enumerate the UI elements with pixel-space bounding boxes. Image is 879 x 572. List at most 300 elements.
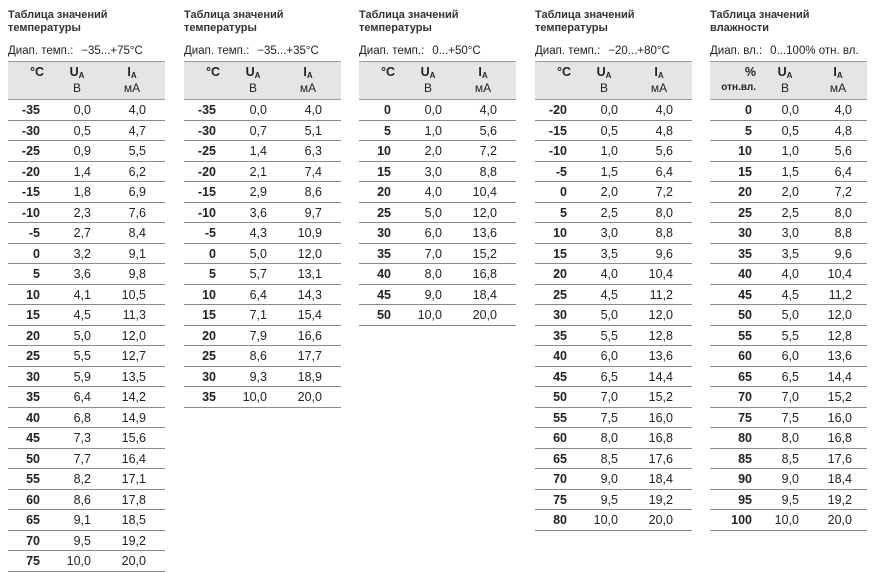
cell-value: -15	[21, 185, 40, 199]
cell-voltage: 9,3	[249, 369, 267, 384]
cell-voltage: 8,6	[73, 492, 91, 507]
cell-current: 8,0	[834, 205, 852, 220]
cell-current: 5,6	[834, 144, 852, 158]
table-row	[535, 490, 692, 511]
cell-current: 10,4	[472, 185, 497, 199]
cell-value: 10	[26, 287, 40, 302]
cell-voltage: 8,6	[249, 349, 267, 363]
voltage-symbol	[597, 65, 612, 79]
cell-current: 15,6	[121, 431, 146, 445]
table-row	[184, 244, 341, 265]
table-row	[8, 510, 165, 531]
table-row	[184, 223, 341, 244]
cell-voltage: 7,3	[73, 431, 91, 445]
cell-voltage: 10,0	[66, 554, 91, 568]
range-line	[184, 44, 341, 58]
unit-label: мА	[299, 81, 317, 95]
table-row	[359, 141, 516, 162]
cell-current: 8,4	[128, 226, 146, 240]
cell-voltage: 6,5	[600, 369, 618, 384]
cell-value: 0	[209, 246, 216, 261]
cell-value: 30	[377, 226, 391, 240]
table-row	[8, 326, 165, 347]
cell-current: 20,0	[121, 554, 146, 568]
cell-voltage: 6,4	[249, 287, 267, 302]
table-row	[710, 141, 867, 162]
cell-value: 0	[745, 103, 752, 117]
cell-value: 40	[377, 267, 391, 281]
cell-current: 6,2	[128, 164, 146, 179]
symbol-subscript: A	[429, 71, 436, 80]
table-row	[184, 182, 341, 203]
cell-value: 5	[560, 205, 567, 220]
cell-voltage: 1,0	[424, 123, 442, 138]
cell-voltage: 7,9	[249, 328, 267, 343]
cell-voltage: 9,0	[424, 287, 442, 302]
cell-voltage: 10,0	[593, 513, 618, 527]
range-line	[8, 44, 165, 58]
cell-voltage: 5,5	[73, 349, 91, 363]
header-col-current	[639, 65, 679, 95]
cell-voltage: 7,1	[249, 308, 267, 322]
header-col-unit	[8, 65, 44, 79]
table-row	[8, 121, 165, 142]
cell-value: 45	[377, 287, 391, 302]
cell-current: 15,2	[648, 390, 673, 404]
cell-voltage: 2,0	[424, 144, 442, 158]
table-row	[535, 244, 692, 265]
cell-current: 16,4	[121, 451, 146, 466]
table-row	[535, 223, 692, 244]
cell-voltage: 3,0	[600, 226, 618, 240]
header-col-voltage	[408, 65, 448, 95]
range-value: −35...+75°C	[81, 45, 143, 57]
cell-current: 8,8	[834, 226, 852, 240]
cell-voltage: 4,5	[73, 308, 91, 322]
unit-label: мА	[474, 81, 492, 95]
value-table	[710, 9, 867, 531]
value-table	[535, 9, 692, 531]
table-row	[710, 428, 867, 449]
cell-current: 4,0	[479, 103, 497, 117]
cell-current: 17,7	[297, 349, 322, 363]
cell-voltage: 4,5	[600, 287, 618, 302]
cell-voltage: 0,0	[249, 103, 267, 117]
cell-value: 30	[553, 308, 567, 322]
cell-value: 25	[377, 205, 391, 220]
table-row	[8, 367, 165, 388]
cell-voltage: 3,0	[781, 226, 799, 240]
cell-voltage: 2,7	[73, 226, 91, 240]
cell-current: 20,0	[472, 308, 497, 322]
header-col-current	[112, 65, 152, 95]
table-header	[184, 61, 341, 100]
cell-voltage: 0,9	[73, 144, 91, 158]
cell-value: 15	[738, 164, 752, 179]
table-row	[535, 326, 692, 347]
cell-current: 19,2	[648, 492, 673, 507]
value-table	[359, 9, 516, 326]
table-row	[8, 285, 165, 306]
table-row	[8, 100, 165, 121]
table-row	[184, 285, 341, 306]
cell-voltage: 5,9	[73, 369, 91, 384]
table-row	[535, 428, 692, 449]
cell-current: 13,6	[827, 349, 852, 363]
table-row	[8, 162, 165, 183]
current-symbol	[654, 65, 663, 79]
cell-value: 50	[553, 390, 567, 404]
cell-value: 45	[26, 431, 40, 445]
cell-value: 40	[738, 267, 752, 281]
table-row	[535, 203, 692, 224]
cell-voltage: 3,6	[249, 205, 267, 220]
table-row	[710, 223, 867, 244]
header-unit-label: °C	[29, 65, 44, 79]
unit-label: мА	[650, 81, 668, 95]
table-row	[710, 285, 867, 306]
cell-value: 95	[738, 492, 752, 507]
range-line	[359, 44, 516, 58]
cell-voltage: 4,5	[781, 287, 799, 302]
cell-voltage: 9,0	[781, 472, 799, 486]
table-row	[710, 162, 867, 183]
cell-current: 17,6	[648, 451, 673, 466]
cell-value: 20	[553, 267, 567, 281]
table-row	[8, 141, 165, 162]
cell-value: -15	[548, 123, 567, 138]
table-row	[710, 182, 867, 203]
table-row	[710, 408, 867, 429]
cell-value: 65	[26, 513, 40, 527]
cell-current: 13,6	[472, 226, 497, 240]
table-row	[535, 387, 692, 408]
table-row	[8, 346, 165, 367]
cell-value: -35	[21, 103, 40, 117]
cell-value: 75	[553, 492, 567, 507]
table-title: Таблица значений температуры	[184, 9, 284, 34]
unit-label: мА	[123, 81, 141, 95]
cell-voltage: 1,4	[249, 144, 267, 158]
cell-value: 100	[731, 513, 752, 527]
unit-label: В	[248, 81, 257, 95]
table-row	[8, 305, 165, 326]
cell-value: 20	[26, 328, 40, 343]
cell-voltage: 7,7	[73, 451, 91, 466]
cell-value: 20	[202, 328, 216, 343]
cell-voltage: 6,5	[781, 369, 799, 384]
cell-current: 16,6	[297, 328, 322, 343]
cell-current: 12,0	[297, 246, 322, 261]
cell-voltage: 0,5	[600, 123, 618, 138]
cell-voltage: 0,0	[73, 103, 91, 117]
symbol-subscript: A	[786, 71, 793, 80]
cell-current: 6,9	[128, 185, 146, 199]
table-row	[8, 387, 165, 408]
cell-current: 19,2	[121, 533, 146, 548]
cell-voltage: 3,5	[600, 246, 618, 261]
cell-voltage: 9,5	[73, 533, 91, 548]
range-line	[535, 44, 692, 58]
current-symbol	[478, 65, 487, 79]
cell-current: 5,1	[304, 123, 322, 138]
cell-current: 17,8	[121, 492, 146, 507]
cell-value: 5	[384, 123, 391, 138]
table-row	[359, 162, 516, 183]
cell-value: 30	[26, 369, 40, 384]
table-row	[8, 264, 165, 285]
cell-value: 10	[377, 144, 391, 158]
cell-value: -20	[197, 164, 216, 179]
cell-value: -10	[197, 205, 216, 220]
table-title: Таблица значений температуры	[359, 9, 459, 34]
current-symbol	[127, 65, 136, 79]
table-row	[710, 490, 867, 511]
table-row	[359, 203, 516, 224]
cell-current: 4,7	[128, 123, 146, 138]
cell-voltage: 3,0	[424, 164, 442, 179]
header-col-unit	[184, 65, 220, 79]
cell-value: 10	[738, 144, 752, 158]
table-row	[8, 244, 165, 265]
table-row	[710, 449, 867, 470]
table-row	[535, 141, 692, 162]
cell-current: 12,0	[827, 308, 852, 322]
symbol-main: I	[833, 65, 837, 79]
cell-value: 10	[553, 226, 567, 240]
cell-value: -30	[21, 123, 40, 138]
table-row	[184, 162, 341, 183]
cell-voltage: 8,0	[424, 267, 442, 281]
cell-voltage: 6,4	[73, 390, 91, 404]
table-header	[359, 61, 516, 100]
cell-value: -10	[548, 144, 567, 158]
cell-current: 18,9	[297, 369, 322, 384]
table-row	[710, 387, 867, 408]
table-row	[710, 367, 867, 388]
cell-current: 16,8	[472, 267, 497, 281]
table-title: Таблица значений температуры	[535, 9, 635, 34]
cell-voltage: 5,0	[249, 246, 267, 261]
cell-value: 30	[738, 226, 752, 240]
range-label: Диап. темп.:	[8, 45, 74, 57]
cell-value: 15	[202, 308, 216, 322]
header-col-voltage	[765, 65, 805, 95]
cell-value: 70	[553, 472, 567, 486]
cell-voltage: 2,5	[781, 205, 799, 220]
cell-current: 6,3	[304, 144, 322, 158]
cell-current: 7,6	[128, 205, 146, 220]
symbol-main: U	[69, 65, 79, 79]
range-label: Диап. темп.:	[359, 45, 425, 57]
cell-voltage: 9,5	[600, 492, 618, 507]
cell-voltage: 2,5	[600, 205, 618, 220]
cell-voltage: 5,0	[424, 205, 442, 220]
header-unit-label: °C	[205, 65, 220, 79]
table-row	[359, 100, 516, 121]
cell-value: 25	[738, 205, 752, 220]
header-col-unit	[710, 65, 756, 95]
table-row	[535, 121, 692, 142]
cell-value: 35	[26, 390, 40, 404]
header-col-unit	[535, 65, 571, 79]
cell-voltage: 0,0	[424, 103, 442, 117]
cell-voltage: 2,9	[249, 185, 267, 199]
table-row	[8, 182, 165, 203]
cell-value: 60	[553, 431, 567, 445]
symbol-subscript: A	[836, 71, 843, 80]
table-row	[710, 305, 867, 326]
cell-voltage: 1,5	[781, 164, 799, 179]
cell-voltage: 9,1	[73, 513, 91, 527]
table-header	[710, 61, 867, 100]
value-table	[8, 9, 165, 572]
cell-value: 80	[553, 513, 567, 527]
cell-current: 4,0	[128, 103, 146, 117]
table-row	[8, 551, 165, 572]
table-row	[184, 141, 341, 162]
cell-current: 17,1	[121, 472, 146, 486]
header-unit-label-2: отн.вл.	[721, 82, 756, 93]
cell-value: -20	[21, 164, 40, 179]
voltage-symbol	[246, 65, 261, 79]
table-row	[184, 203, 341, 224]
cell-voltage: 10,0	[417, 308, 442, 322]
cell-voltage: 2,3	[73, 205, 91, 220]
cell-current: 6,4	[655, 164, 673, 179]
cell-current: 4,0	[655, 103, 673, 117]
cell-voltage: 10,0	[774, 513, 799, 527]
cell-value: 20	[738, 185, 752, 199]
cell-value: 25	[553, 287, 567, 302]
cell-voltage: 6,0	[424, 226, 442, 240]
voltage-symbol	[778, 65, 793, 79]
table-row	[535, 449, 692, 470]
table-row	[535, 100, 692, 121]
cell-current: 5,5	[128, 144, 146, 158]
cell-voltage: 7,5	[600, 410, 618, 425]
cell-current: 18,4	[472, 287, 497, 302]
cell-current: 11,2	[649, 287, 673, 302]
cell-current: 8,6	[304, 185, 322, 199]
symbol-subscript: A	[605, 71, 612, 80]
table-row	[359, 305, 516, 326]
table-row	[8, 428, 165, 449]
symbol-main: I	[478, 65, 482, 79]
range-label: Диап. темп.:	[184, 45, 250, 57]
cell-value: -30	[197, 123, 216, 138]
symbol-main: U	[420, 65, 430, 79]
cell-current: 15,4	[297, 308, 322, 322]
table-row	[8, 203, 165, 224]
cell-voltage: 6,0	[600, 349, 618, 363]
cell-current: 10,4	[648, 267, 673, 281]
unit-label: В	[599, 81, 608, 95]
cell-value: 75	[738, 410, 752, 425]
cell-current: 12,0	[121, 328, 146, 343]
cell-current: 4,8	[834, 123, 852, 138]
cell-current: 7,2	[834, 185, 852, 199]
cell-value: 50	[377, 308, 391, 322]
cell-voltage: 8,0	[781, 431, 799, 445]
cell-value: 65	[738, 369, 752, 384]
cell-voltage: 1,4	[73, 164, 91, 179]
cell-voltage: 2,0	[600, 185, 618, 199]
cell-current: 16,0	[827, 410, 852, 425]
cell-value: 45	[738, 287, 752, 302]
cell-current: 20,0	[297, 390, 322, 404]
cell-value: -10	[21, 205, 40, 220]
cell-voltage: 0,0	[600, 103, 618, 117]
cell-voltage: 2,1	[249, 164, 267, 179]
table-row	[184, 121, 341, 142]
cell-value: 35	[738, 246, 752, 261]
range-value: −20...+80°C	[608, 45, 670, 57]
cell-voltage: 0,0	[781, 103, 799, 117]
cell-current: 10,9	[297, 226, 322, 240]
cell-current: 15,2	[472, 246, 497, 261]
symbol-main: I	[654, 65, 658, 79]
cell-value: 75	[26, 554, 40, 568]
table-row	[184, 305, 341, 326]
cell-voltage: 5,5	[781, 328, 799, 343]
cell-value: 40	[553, 349, 567, 363]
range-label: Диап. вл.:	[710, 45, 763, 57]
value-table	[184, 9, 341, 408]
header-col-voltage	[584, 65, 624, 95]
header-col-current	[463, 65, 503, 95]
cell-value: 90	[738, 472, 752, 486]
cell-current: 8,0	[655, 205, 673, 220]
cell-voltage: 5,0	[781, 308, 799, 322]
unit-label: В	[72, 81, 81, 95]
table-row	[535, 346, 692, 367]
cell-value: -20	[548, 103, 567, 117]
cell-current: 7,2	[655, 185, 673, 199]
range-line	[710, 44, 867, 58]
table-row	[710, 100, 867, 121]
table-row	[359, 264, 516, 285]
cell-value: 70	[26, 533, 40, 548]
table-row	[359, 182, 516, 203]
cell-current: 7,4	[304, 164, 322, 179]
table-row	[184, 346, 341, 367]
table-row	[359, 223, 516, 244]
cell-current: 9,6	[834, 246, 852, 261]
table-row	[710, 264, 867, 285]
cell-voltage: 5,7	[249, 267, 267, 281]
cell-voltage: 4,0	[600, 267, 618, 281]
cell-voltage: 7,0	[424, 246, 442, 261]
table-row	[535, 408, 692, 429]
symbol-main: U	[596, 65, 606, 79]
cell-value: 20	[377, 185, 391, 199]
table-row	[184, 326, 341, 347]
cell-value: 0	[33, 246, 40, 261]
cell-voltage: 9,0	[600, 472, 618, 486]
cell-current: 4,8	[655, 123, 673, 138]
table-row	[184, 387, 341, 408]
symbol-main: U	[245, 65, 255, 79]
table-row	[359, 285, 516, 306]
cell-voltage: 1,0	[781, 144, 799, 158]
cell-current: 9,7	[304, 205, 322, 220]
cell-current: 18,5	[121, 513, 146, 527]
cell-value: -5	[204, 226, 216, 240]
cell-current: 12,0	[472, 205, 497, 220]
header-col-unit	[359, 65, 395, 79]
cell-current: 19,2	[827, 492, 852, 507]
